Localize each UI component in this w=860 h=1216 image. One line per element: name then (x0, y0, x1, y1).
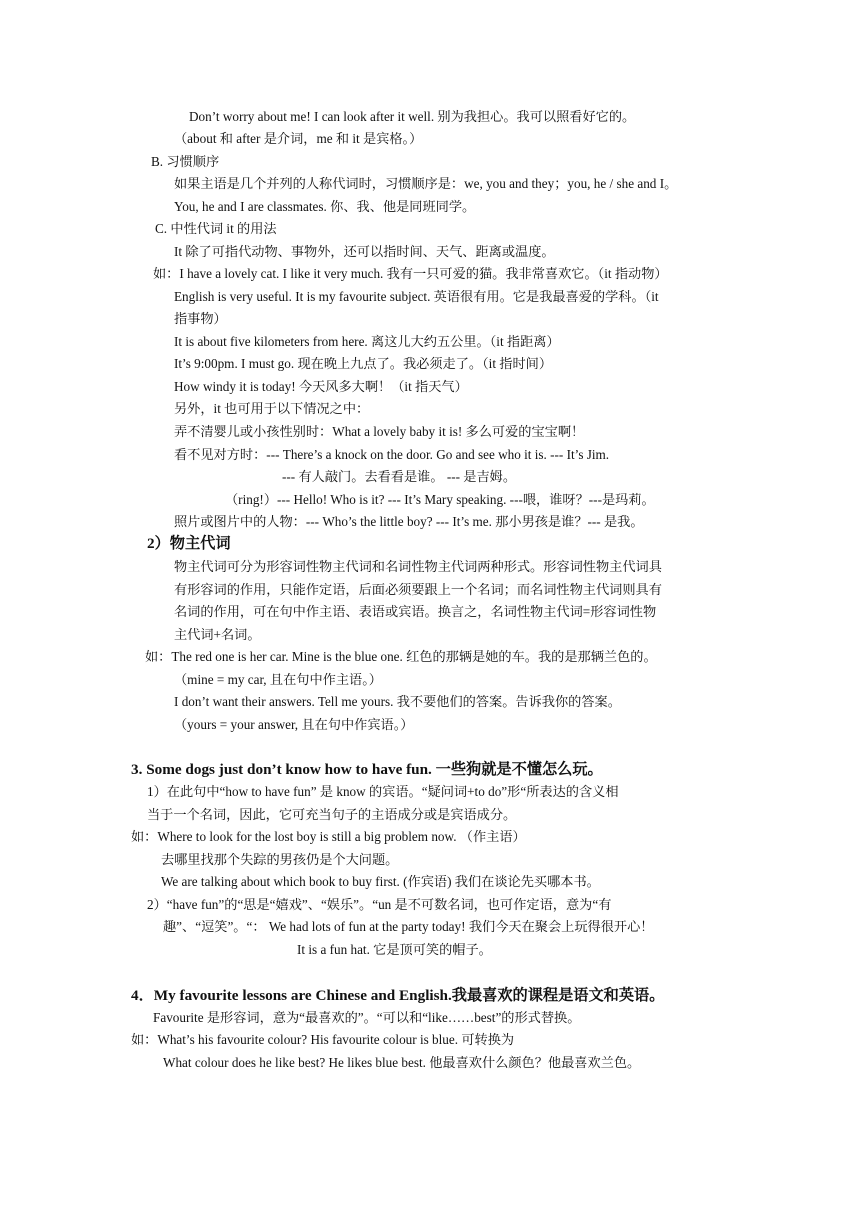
section-3-para-2b: 趣”、“逗笑”。“： We had lots of fun at the party today! 我们今天在聚会上玩得很开心！ (163, 919, 654, 934)
example-distance: It is about five kilometers from here. 离这儿大约五公里。（it 指距离） (174, 334, 560, 349)
example-answer: I don’t want their answers. Tell me yours. 我不要他们的答案。告诉我你的答案。 (174, 694, 621, 709)
example-answer-note: （yours = your answer, 且在句中作宾语。） (174, 717, 414, 732)
example-lost-boy-cn: 去哪里找那个失踪的男孩仍是个大问题。 (161, 852, 399, 867)
example-photo: 照片或图片中的人物：--- Who’s the little boy? --- It’s me. 那小男孩是谁？--- 是我。 (174, 514, 644, 529)
section-4-para-1: Favourite 是形容词，意为“最喜欢的”。“可以和“like……best”的形式替换。 (153, 1010, 581, 1025)
possessive-desc-1: 物主代词可分为形容词性物主代词和名词性物主代词两种形式。形容词性物主代词具 (174, 559, 662, 574)
example-colour-2: What colour does he like best? He likes blue best. 他最喜欢什么颜色？他最喜欢兰色。 (163, 1055, 641, 1070)
example-car: 如：The red one is her car. Mine is the blue one. 红色的那辆是她的车。我的是那辆兰色的。 (145, 649, 657, 664)
example-baby: 弄不清婴儿或小孩性别时：What a lovely baby it is! 多么可爱的宝宝啊！ (174, 424, 585, 439)
example-colour: 如：What’s his favourite colour? His favourite colour is blue. 可转换为 (131, 1032, 515, 1047)
subheading-habit-order: B. 习惯顺序 (151, 154, 220, 169)
example-lost-boy: 如：Where to look for the lost boy is still a big problem now. （作主语） (131, 829, 526, 844)
it-also-used: 另外，it 也可用于以下情况之中： (174, 401, 370, 416)
possessive-desc-2: 有形容词的作用，只能作定语，后面必须要跟上一个名词；而名词性物主代词则具有 (174, 582, 662, 597)
section-3-para-2a: 2）“have fun”的“思是“嬉戏”、“娱乐”。“un 是不可数名词，也可作定语，意为“有 (147, 897, 612, 912)
example-cat: 如：I have a lovely cat. I like it very much. 我有一只可爱的猫。我非常喜欢它。（it 指动物） (153, 266, 668, 281)
example-english-1: English is very useful. It is my favourite subject. 英语很有用。它是我最喜爱的学科。（it (174, 289, 659, 304)
example-time: It’s 9:00pm. I must go. 现在晚上九点了。我必须走了。（it 指时间） (174, 356, 553, 371)
example-car-note: （mine = my car, 且在句中作主语。） (174, 672, 382, 687)
neutral-it-rule: It 除了可指代动物、事物外，还可以指时间、天气、距离或温度。 (174, 244, 555, 259)
section-4-heading: 4．My favourite lessons are Chinese and English.我最喜欢的课程是语文和英语。 (131, 987, 665, 1004)
note-look-after: （about 和 after 是介词，me 和 it 是宾格。） (174, 131, 423, 146)
section-3-heading: 3. Some dogs just don’t know how to have fun. 一些狗就是不懂怎么玩。 (131, 761, 603, 778)
habit-order-rule: 如果主语是几个并列的人称代词时，习惯顺序是：we, you and they；you, he / she and I。 (174, 176, 678, 191)
example-weather: How windy it is today! 今天风多大啊！（it 指天气） (174, 379, 468, 394)
possessive-desc-4: 主代词+名词。 (174, 627, 261, 642)
section-3-para-1b: 当于一个名词，因此，它可充当句子的主语成分或是宾语成分。 (147, 807, 517, 822)
example-english-2: 指事物） (174, 311, 227, 326)
example-look-after: Don’t worry about me! I can look after it well. 别为我担心。我可以照看好它的。 (189, 109, 636, 124)
habit-order-example: You, he and I are classmates. 你、我、他是同班同学。 (174, 199, 476, 214)
example-book: We are talking about which book to buy first. (作宾语) 我们在谈论先买哪本书。 (161, 874, 600, 889)
subheading-neutral-it: C. 中性代词 it 的用法 (155, 221, 277, 236)
possessive-desc-3: 名词的作用，可在句中作主语、表语或宾语。换言之，名词性物主代词=形容词性物 (174, 604, 657, 619)
example-phone: （ring!）--- Hello! Who is it? --- It’s Mary speaking. ---喂，谁呀？---是玛莉。 (225, 492, 655, 507)
possessive-heading: 2）物主代词 (147, 535, 231, 552)
example-unseen-1: 看不见对方时：--- There’s a knock on the door. Go and see who it is. --- It’s Jim. (174, 447, 610, 462)
example-unseen-2: --- 有人敲门。去看看是谁。 --- 是吉姆。 (282, 469, 517, 484)
section-3-para-2c: It is a fun hat. 它是顶可笑的帽子。 (297, 942, 492, 957)
section-3-para-1a: 1）在此句中“how to have fun” 是 know 的宾语。“疑问词+to do”形“所表达的含义相 (147, 784, 619, 799)
